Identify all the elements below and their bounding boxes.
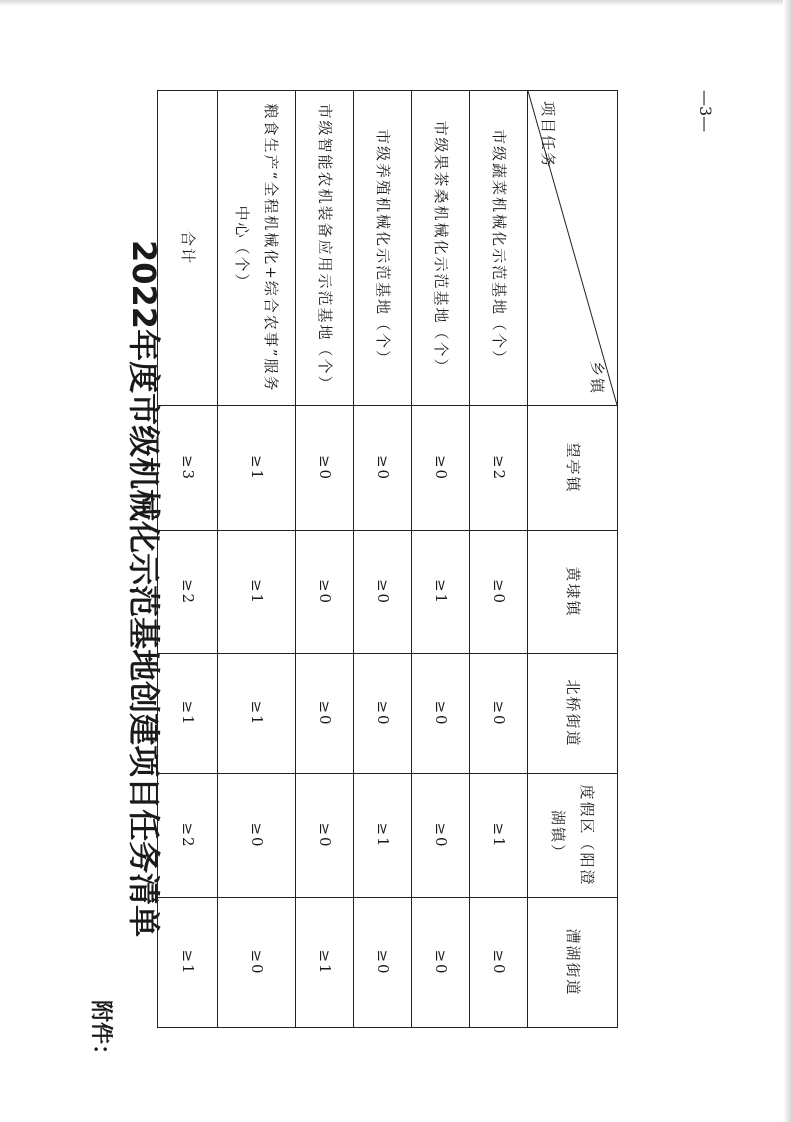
table-cell: ≥0 xyxy=(412,774,470,898)
table-cell: ≥0 xyxy=(412,654,470,774)
table-row xyxy=(218,91,296,1028)
task-label: 市级蔬菜机械化示范基地（个） xyxy=(470,91,528,406)
column-header: 度假区（阳澄湖镇） xyxy=(528,774,618,898)
column-header: 北桥街道 xyxy=(528,654,618,774)
table-cell: ≥0 xyxy=(470,531,528,654)
total-cell: ≥2 xyxy=(158,531,218,654)
task-label: 市级智能农机装备应用示范基地（个） xyxy=(296,91,354,406)
page-title: 2022年度市级机械化示范基地创建项目任务清单 xyxy=(125,240,163,938)
page-number: —3— xyxy=(696,90,715,133)
task-label: 粮食生产“全程机械化+综合农事”服务中心（个） xyxy=(218,91,296,406)
total-cell: ≥1 xyxy=(158,898,218,1028)
table-cell: ≥1 xyxy=(218,406,296,531)
table-cell: ≥1 xyxy=(296,898,354,1028)
table-cell: ≥0 xyxy=(470,654,528,774)
table-cell: ≥0 xyxy=(354,654,412,774)
table-cell: ≥1 xyxy=(218,531,296,654)
table-row xyxy=(354,91,412,1028)
table-cell: ≥0 xyxy=(218,774,296,898)
table-cell: ≥0 xyxy=(296,406,354,531)
task-label: 市级养殖机械化示范基地（个） xyxy=(354,91,412,406)
table-cell: ≥0 xyxy=(296,531,354,654)
total-cell: ≥3 xyxy=(158,406,218,531)
column-header: 望亭镇 xyxy=(528,406,618,531)
table-cell: ≥0 xyxy=(296,774,354,898)
table-cell: ≥1 xyxy=(218,654,296,774)
table-row xyxy=(412,91,470,1028)
table-cell: ≥0 xyxy=(470,898,528,1028)
total-cell: ≥1 xyxy=(158,654,218,774)
column-header: 漕湖街道 xyxy=(528,898,618,1028)
table-cell: ≥0 xyxy=(218,898,296,1028)
corner-cell xyxy=(528,91,618,406)
table-cell: ≥0 xyxy=(296,654,354,774)
total-cell: ≥2 xyxy=(158,774,218,898)
corner-header-task: 项目任务 xyxy=(539,101,558,170)
table-total-row xyxy=(158,91,218,1028)
table-cell: ≥0 xyxy=(354,898,412,1028)
table-cell: ≥0 xyxy=(412,406,470,531)
table-cell: ≥0 xyxy=(354,531,412,654)
total-label: 合计 xyxy=(158,91,218,406)
table-cell: ≥1 xyxy=(470,774,528,898)
table-cell: ≥0 xyxy=(412,898,470,1028)
table-cell: ≥1 xyxy=(412,531,470,654)
task-table xyxy=(157,90,618,1028)
table-cell: ≥1 xyxy=(354,774,412,898)
column-header: 黄埭镇 xyxy=(528,531,618,654)
corner-header-town: 乡镇 xyxy=(588,360,606,395)
attachment-label: 附件： xyxy=(88,1000,113,1067)
table-header-row xyxy=(528,91,618,1028)
table-cell: ≥2 xyxy=(470,406,528,531)
table-row xyxy=(296,91,354,1028)
task-label: 市级果茶桑机械化示范基地（个） xyxy=(412,91,470,406)
table-row xyxy=(470,91,528,1028)
table-cell: ≥0 xyxy=(354,406,412,531)
